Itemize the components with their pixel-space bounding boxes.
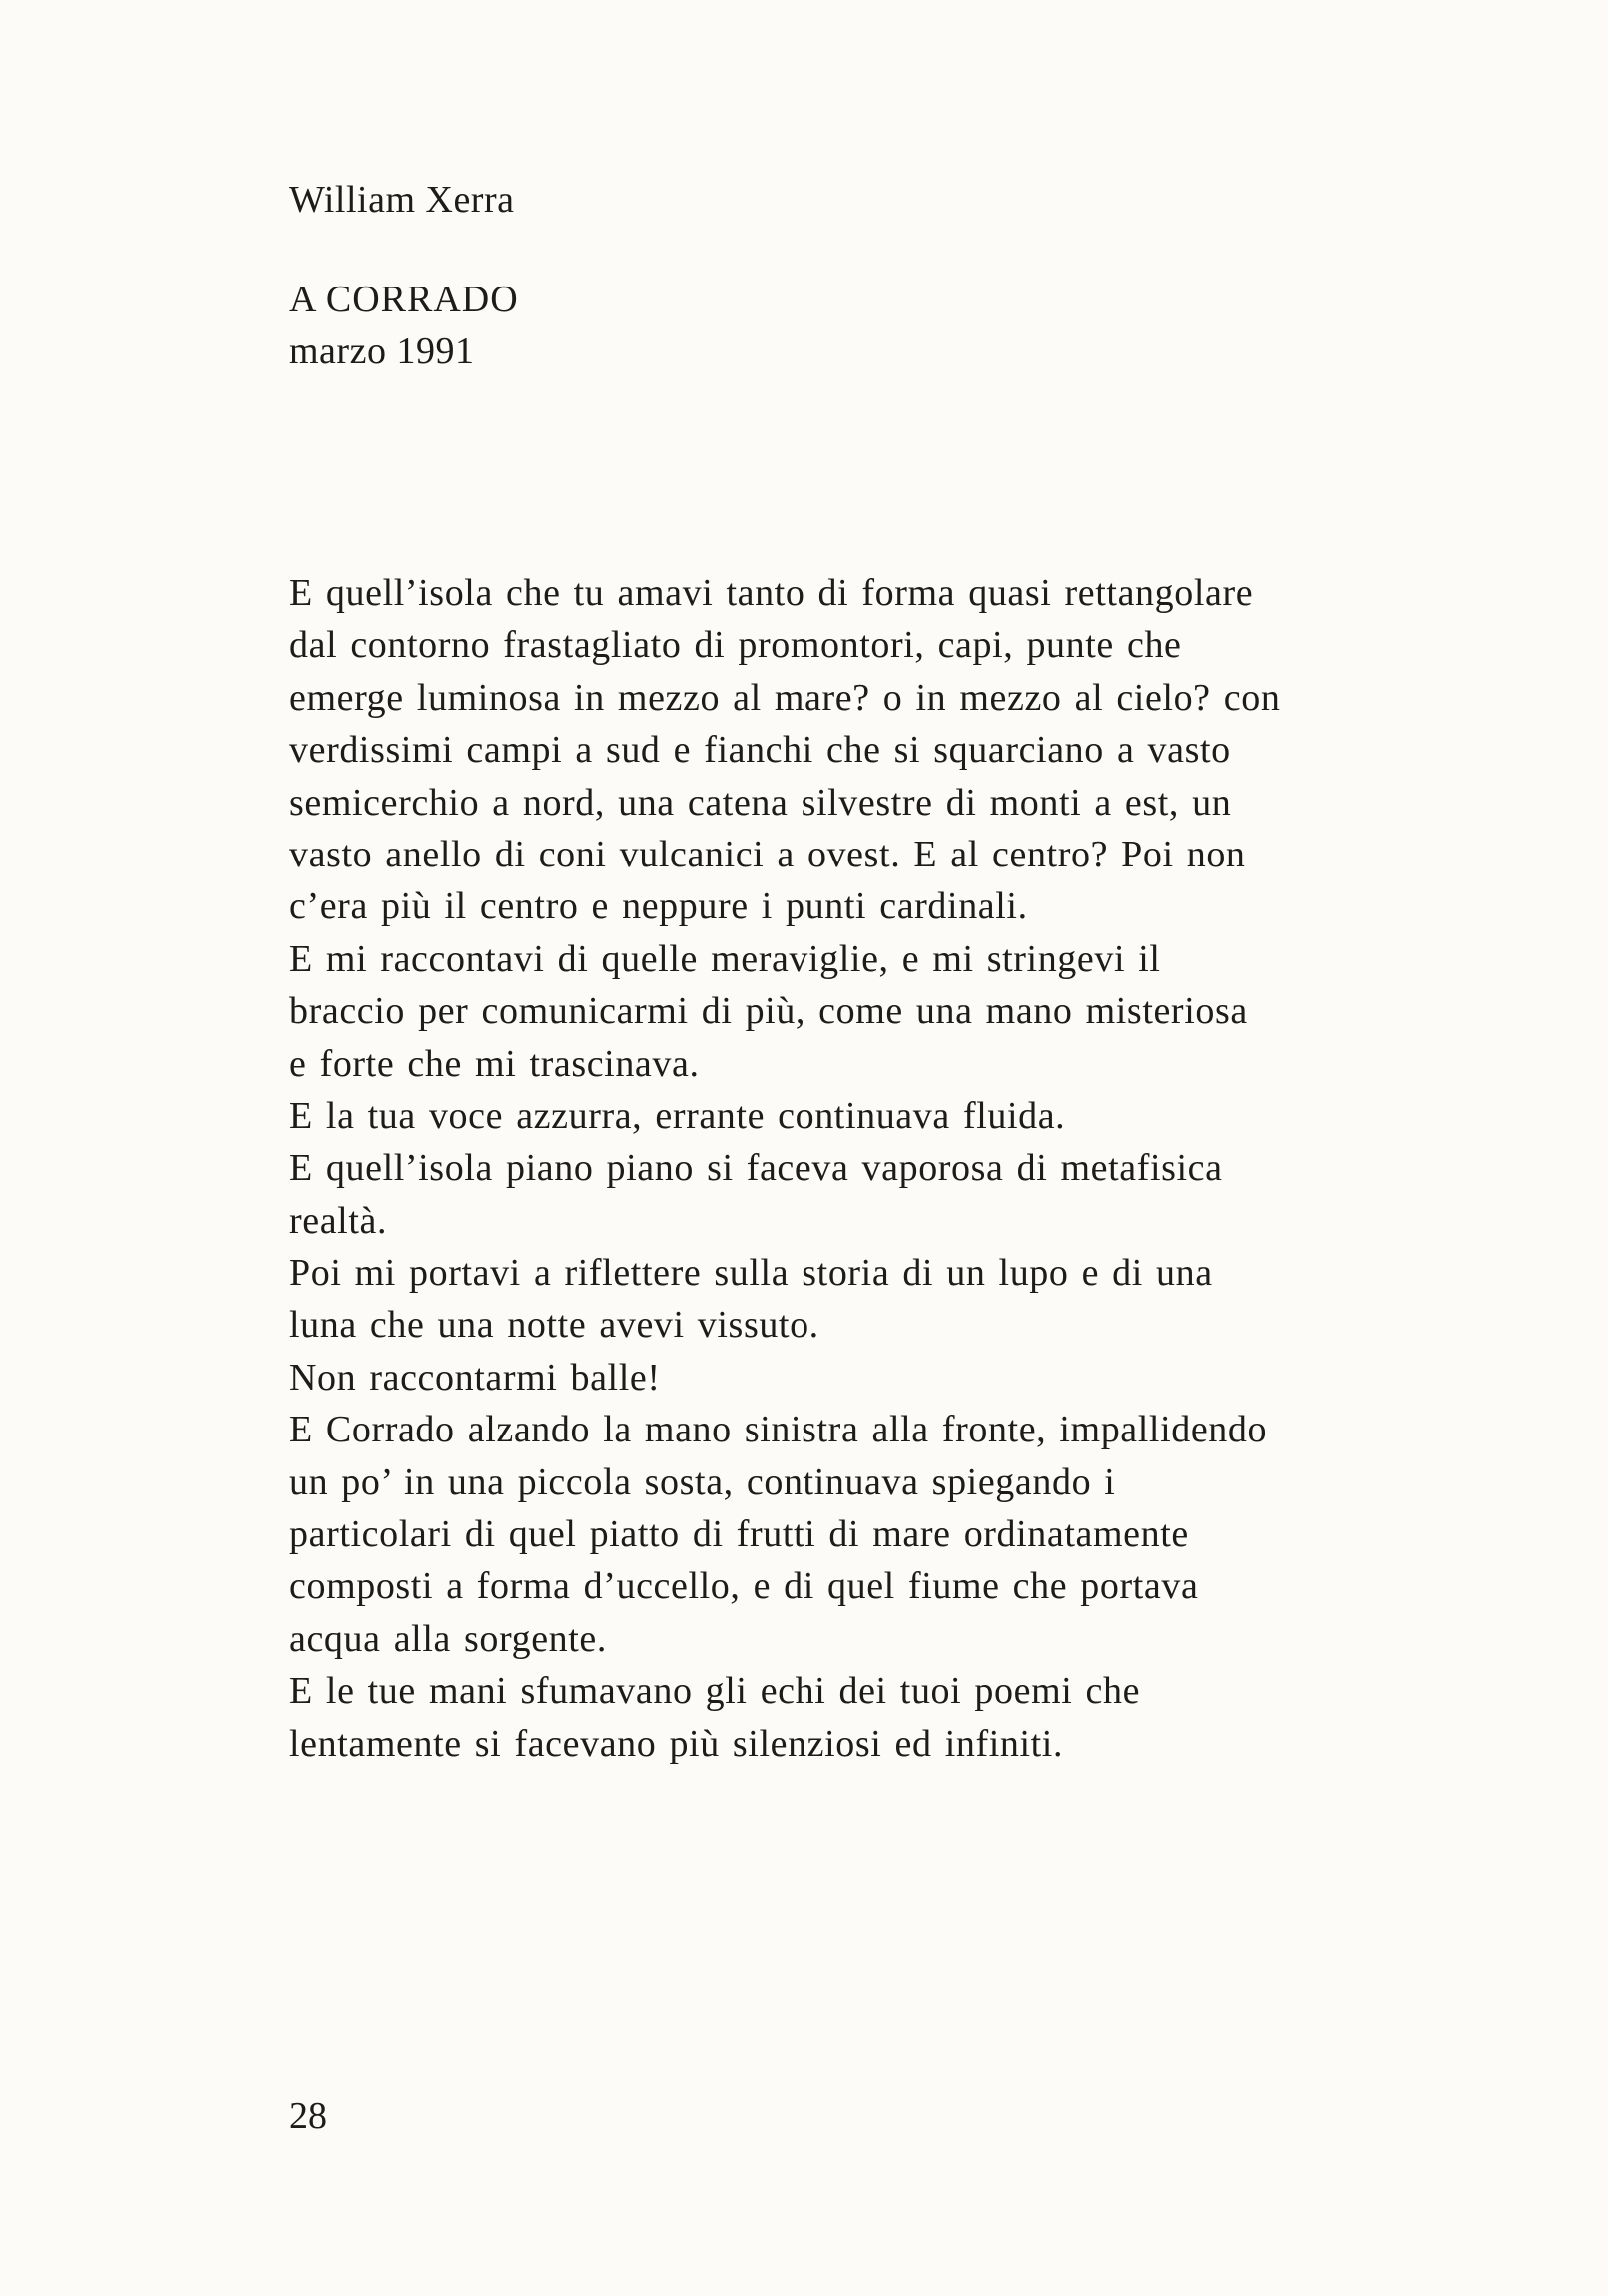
text-line: acqua alla sorgente. <box>289 1617 607 1660</box>
poem-body <box>289 567 1487 1770</box>
text-line: luna che una notte avevi vissuto. <box>289 1304 819 1347</box>
text-line: semicerchio a nord, una catena silvestre di monti a est, un <box>289 781 1232 824</box>
poem-date: marzo 1991 <box>289 330 475 372</box>
text-line: vasto anello di coni vulcanici a ovest. E al centro? Poi non <box>289 833 1246 875</box>
text-line: particolari di quel piatto di frutti di mare ordinatamente <box>289 1513 1189 1556</box>
text-line: braccio per comunicarmi di più, come una mano misteriosa <box>289 990 1248 1033</box>
text-line: E quell’isola piano piano si faceva vaporosa di metafisica <box>289 1147 1223 1190</box>
text-line: Non raccontarmi balle! <box>289 1356 661 1399</box>
text-line: e forte che mi trascinava. <box>289 1042 700 1085</box>
poem-title: A CORRADO <box>289 279 519 320</box>
text-line: E le tue mani sfumavano gli echi dei tuoi poemi che <box>289 1670 1141 1713</box>
text-line: lentamente si facevano più silenziosi ed infiniti. <box>289 1722 1064 1765</box>
text-line: E la tua voce azzurra, errante continuava fluida. <box>289 1094 1066 1137</box>
text-line: emerge luminosa in mezzo al mare? o in mezzo al cielo? con <box>289 676 1281 719</box>
page-number: 28 <box>289 2095 327 2137</box>
text-line: verdissimi campi a sud e fianchi che si squarciano a vasto <box>289 729 1231 772</box>
author-name: William Xerra <box>289 179 515 221</box>
text-line: un po’ in una piccola sosta, continuava spiegando i <box>289 1460 1116 1503</box>
text-line: E quell’isola che tu amavi tanto di forma quasi rettangolare <box>289 572 1254 614</box>
text-line: composti a forma d’uccello, e di quel fiume che portava <box>289 1565 1199 1608</box>
text-line: dal contorno frastagliato di promontori, capi, punte che <box>289 624 1182 667</box>
text-line: E Corrado alzando la mano sinistra alla fronte, impallidendo <box>289 1409 1268 1451</box>
text-line: c’era più il centro e neppure i punti cardinali. <box>289 885 1028 928</box>
text-line: Poi mi portavi a riflettere sulla storia di un lupo e di una <box>289 1252 1213 1295</box>
text-line: realtà. <box>289 1199 388 1242</box>
text-line: E mi raccontavi di quelle meraviglie, e mi stringevi il <box>289 937 1161 980</box>
